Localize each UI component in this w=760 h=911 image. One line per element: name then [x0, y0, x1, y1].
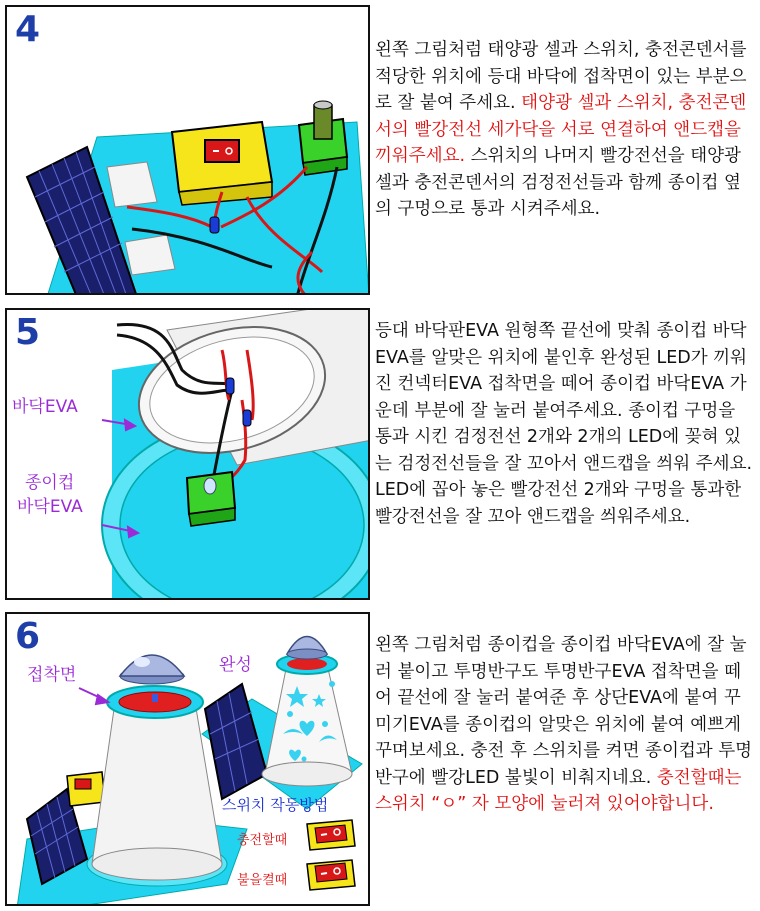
led-connector [187, 472, 235, 526]
complete-label: 완성 [219, 655, 252, 675]
step-4-text-main: 왼쪽 그림처럼 태양광 셀과 스위치, 충전콘덴서를 적당한 위치에 등대 바닥에 접착면이 있는 부분으로 잘 붙여 주세요. [375, 40, 747, 113]
step-6-text [375, 632, 755, 818]
step-4-text-wires: 스위치의 나머지 빨강전선을 태양광셀과 충전콘덴서의 검정전선들과 함께 종이컵 옆의 구멍으로 통과 시켜주세요. [375, 146, 741, 219]
capacitor-connector [299, 101, 347, 175]
step-5-illustration [5, 308, 370, 600]
step-4-number: 4 [15, 9, 41, 50]
step-4-text [375, 37, 755, 223]
base-eva-label: 바닥EVA [12, 397, 78, 417]
end-cap [210, 217, 219, 233]
cup-eva-label-line2: 바닥EVA [17, 497, 83, 517]
switch-charging-icon [307, 820, 355, 850]
step-5-number: 5 [15, 312, 41, 353]
paper-cup-left [92, 686, 222, 880]
cup-eva-label-line1: 종이컵 [25, 473, 75, 493]
light-on-label: 불을켤때 [237, 873, 288, 888]
step-5-text: 등대 바닥판EVA 원형쪽 끝선에 맞춰 종이컵 바닥EVA를 알맞은 위치에 붙인후 완성된 LED가 끼워진 컨넥터EVA 접착면을 떼어 종이컵 바닥EVA 가운데 부분에 잘 눌러 붙여주세요. 종이컵 구멍을 통과 시킨 검정전선 2개와 2개의 LED에 꽂혀 있는 검정전선들을 잘 꼬아서 앤드캡을 씌워 주세요. LED에 꼽아 놓은 빨강전선 2개와 구멍을 통과한 빨강전선을 잘 꼬아 앤드캡을 씌워주세요. [375, 321, 753, 527]
end-cap [243, 410, 251, 426]
step-6-drawing [7, 614, 370, 906]
step-6-text-main: 왼쪽 그림처럼 종이컵을 종이컵 바닥EVA에 잘 눌러 붙이고 투명반구도 투명반구EVA 접착면을 떼어 끝선에 잘 눌러 붙여준 후 상단EVA에 붙여 꾸미기EVA를 종이컵의 알맞은 위치에 붙여 예쁘게 꾸며보세요. 충전 후 스위치를 켜면 종이컵과 투명반구에 빨강LED 불빛이 비춰지네요. [375, 635, 753, 788]
step-4-illustration [5, 5, 370, 295]
adhesive-label: 접착면 [27, 665, 77, 685]
step-5-drawing [7, 310, 370, 600]
white-mount [125, 235, 175, 275]
step-4-drawing [7, 7, 370, 295]
step-6-warning: 충전할때는 스위치 “ㅇ” 자 모양에 눌러져 있어야합니다. [375, 767, 742, 814]
step-6-illustration [5, 612, 370, 906]
switch-light-icon [307, 860, 355, 890]
step-6-number: 6 [15, 616, 41, 657]
end-cap [226, 378, 234, 394]
charging-label: 충전할때 [237, 833, 288, 848]
step-4-warning: 태양광 셀과 스위치, 충전콘덴서의 빨강전선 세가닥을 서로 연결하여 앤드캡을 끼워주세요. [375, 93, 747, 166]
dome-left [120, 655, 184, 684]
switch-howto-title: 스위치 작동방법 [222, 796, 329, 814]
switch-box [67, 772, 105, 806]
